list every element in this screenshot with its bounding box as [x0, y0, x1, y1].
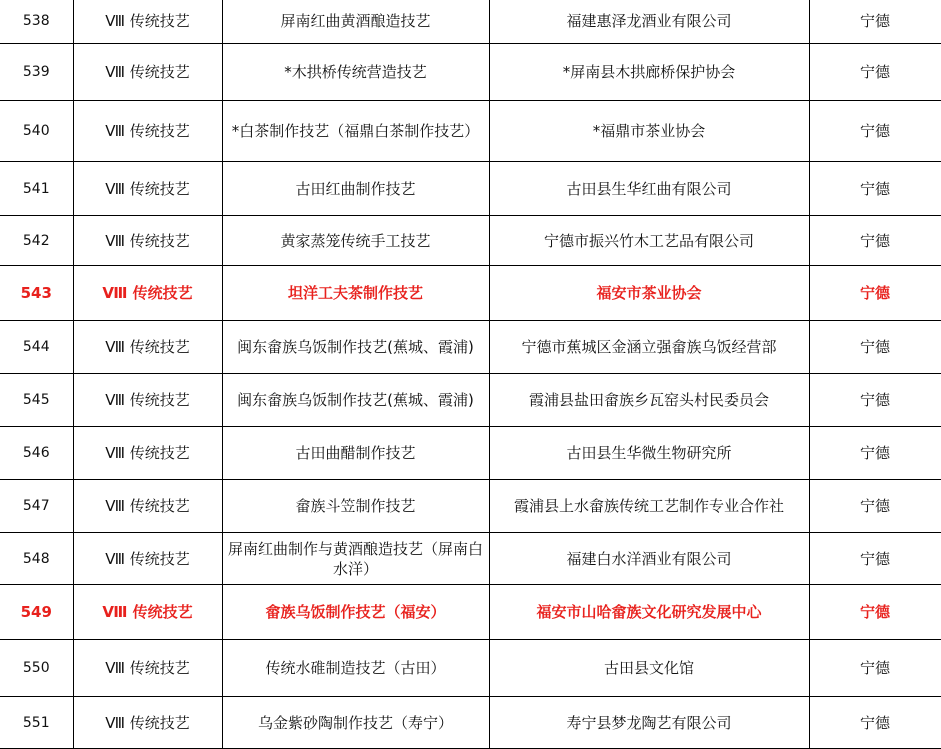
unit-cell: 霞浦县上水畲族传统工艺制作专业合作社 — [489, 480, 809, 533]
unit-cell: 福建惠泽龙酒业有限公司 — [489, 0, 809, 44]
region-cell: 宁德 — [809, 585, 941, 640]
category-cell: Ⅷ 传统技艺 — [73, 427, 222, 480]
region-cell: 宁德 — [809, 216, 941, 266]
region-cell: 宁德 — [809, 162, 941, 216]
region-cell: 宁德 — [809, 640, 941, 697]
table-row — [0, 162, 941, 216]
table-row — [0, 480, 941, 533]
category-cell: Ⅷ 传统技艺 — [73, 162, 222, 216]
table-row-highlighted — [0, 585, 941, 640]
category-cell: Ⅷ 传统技艺 — [73, 216, 222, 266]
project-cell: 畲族斗笠制作技艺 — [222, 480, 489, 533]
region-cell: 宁德 — [809, 44, 941, 101]
table-row — [0, 321, 941, 374]
category-cell: Ⅷ 传统技艺 — [73, 585, 222, 640]
region-cell: 宁德 — [809, 374, 941, 427]
project-cell: 屏南红曲黄酒酿造技艺 — [222, 0, 489, 44]
project-cell: *木拱桥传统营造技艺 — [222, 44, 489, 101]
row-number: 538 — [0, 0, 73, 44]
row-number: 549 — [0, 585, 73, 640]
row-number: 547 — [0, 480, 73, 533]
row-number: 546 — [0, 427, 73, 480]
row-number: 542 — [0, 216, 73, 266]
row-number: 543 — [0, 266, 73, 321]
category-cell: Ⅷ 传统技艺 — [73, 640, 222, 697]
table-row — [0, 216, 941, 266]
category-cell: Ⅷ 传统技艺 — [73, 697, 222, 749]
category-cell: Ⅷ 传统技艺 — [73, 533, 222, 585]
category-cell: Ⅷ 传统技艺 — [73, 480, 222, 533]
unit-cell: 古田县文化馆 — [489, 640, 809, 697]
table-row — [0, 101, 941, 162]
row-number: 540 — [0, 101, 73, 162]
row-number: 545 — [0, 374, 73, 427]
category-cell: Ⅷ 传统技艺 — [73, 44, 222, 101]
row-number: 541 — [0, 162, 73, 216]
region-cell: 宁德 — [809, 266, 941, 321]
unit-cell: 霞浦县盐田畲族乡瓦窑头村民委员会 — [489, 374, 809, 427]
region-cell: 宁德 — [809, 697, 941, 749]
row-number: 550 — [0, 640, 73, 697]
row-number: 539 — [0, 44, 73, 101]
unit-cell: 古田县生华红曲有限公司 — [489, 162, 809, 216]
unit-cell: 福安市茶业协会 — [489, 266, 809, 321]
table-row — [0, 427, 941, 480]
table-row — [0, 640, 941, 697]
category-cell: Ⅷ 传统技艺 — [73, 374, 222, 427]
category-cell: Ⅷ 传统技艺 — [73, 0, 222, 44]
region-cell: 宁德 — [809, 427, 941, 480]
table-row-highlighted — [0, 266, 941, 321]
unit-cell: *福鼎市茶业协会 — [489, 101, 809, 162]
region-cell: 宁德 — [809, 480, 941, 533]
table-row — [0, 374, 941, 427]
unit-cell: 宁德市蕉城区金涵立强畲族乌饭经营部 — [489, 321, 809, 374]
table-row — [0, 697, 941, 749]
unit-cell: *屏南县木拱廊桥保护协会 — [489, 44, 809, 101]
unit-cell: 古田县生华微生物研究所 — [489, 427, 809, 480]
unit-cell: 宁德市振兴竹木工艺品有限公司 — [489, 216, 809, 266]
row-number: 548 — [0, 533, 73, 585]
project-cell: 畲族乌饭制作技艺（福安） — [222, 585, 489, 640]
table-row — [0, 0, 941, 44]
unit-cell: 福建白水洋酒业有限公司 — [489, 533, 809, 585]
table-row — [0, 44, 941, 101]
project-cell: 古田曲醋制作技艺 — [222, 427, 489, 480]
project-cell: 乌金紫砂陶制作技艺（寿宁） — [222, 697, 489, 749]
project-cell: 闽东畲族乌饭制作技艺(蕉城、霞浦) — [222, 374, 489, 427]
project-cell: 传统水碓制造技艺（古田） — [222, 640, 489, 697]
row-number: 544 — [0, 321, 73, 374]
project-cell: 屏南红曲制作与黄酒酿造技艺（屏南白水洋） — [222, 533, 489, 585]
category-cell: Ⅷ 传统技艺 — [73, 266, 222, 321]
row-number: 551 — [0, 697, 73, 749]
project-cell: 坦洋工夫茶制作技艺 — [222, 266, 489, 321]
project-cell: 古田红曲制作技艺 — [222, 162, 489, 216]
project-cell: 闽东畲族乌饭制作技艺(蕉城、霞浦) — [222, 321, 489, 374]
unit-cell: 福安市山哈畲族文化研究发展中心 — [489, 585, 809, 640]
category-cell: Ⅷ 传统技艺 — [73, 321, 222, 374]
project-cell: 黄家蒸笼传统手工技艺 — [222, 216, 489, 266]
table-row — [0, 533, 941, 585]
category-cell: Ⅷ 传统技艺 — [73, 101, 222, 162]
region-cell: 宁德 — [809, 533, 941, 585]
project-cell: *白茶制作技艺（福鼎白茶制作技艺） — [222, 101, 489, 162]
unit-cell: 寿宁县梦龙陶艺有限公司 — [489, 697, 809, 749]
region-cell: 宁德 — [809, 321, 941, 374]
region-cell: 宁德 — [809, 101, 941, 162]
region-cell: 宁德 — [809, 0, 941, 44]
